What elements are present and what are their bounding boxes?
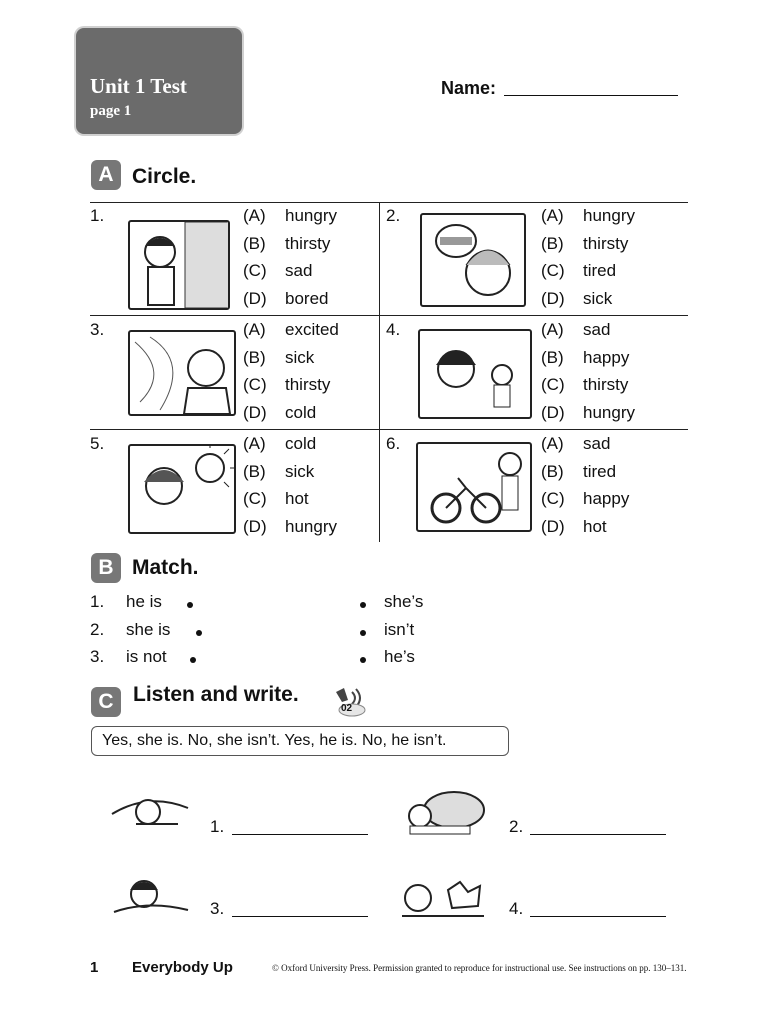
question-number: 3.: [90, 320, 105, 339]
option-letter: (A): [541, 320, 564, 339]
listen-picture-1: [108, 786, 192, 834]
option-row[interactable]: [243, 316, 339, 344]
option-text: sick: [583, 288, 613, 308]
option-letter: (B): [541, 461, 564, 481]
option-row[interactable]: [541, 430, 629, 458]
option-letter: (B): [243, 461, 266, 481]
answer-line-3[interactable]: [232, 916, 368, 917]
option-letter: (D): [243, 402, 267, 422]
option-text: hot: [285, 489, 309, 508]
match-dot[interactable]: [360, 630, 366, 636]
option-text: happy: [583, 347, 630, 367]
option-letter: (A): [541, 434, 564, 453]
option-text: cold: [285, 402, 317, 422]
question-3-picture: [128, 330, 236, 416]
option-row[interactable]: [243, 513, 337, 541]
option-row[interactable]: [541, 485, 629, 513]
name-label: Name:: [441, 78, 497, 98]
match-left-text: he is: [126, 592, 162, 611]
question-number: 6.: [386, 434, 401, 453]
girl-illustration: [108, 874, 194, 920]
option-text: tired: [583, 461, 617, 481]
page-label: page 1: [90, 103, 132, 119]
match-right-text: he’s: [384, 647, 415, 666]
match-right-text: she’s: [384, 592, 424, 611]
match-left-text: is not: [126, 647, 167, 666]
word-bank: [91, 726, 509, 756]
match-left-number: 2.: [90, 620, 105, 639]
tired-child-bicycle-illustration: [418, 444, 530, 530]
name-field[interactable]: [504, 95, 678, 96]
match-dot[interactable]: [360, 602, 366, 608]
option-letter: (D): [541, 402, 565, 422]
option-text: cold: [285, 434, 317, 453]
option-text: sick: [285, 347, 315, 367]
option-letter: (C): [243, 375, 267, 394]
option-row[interactable]: [541, 285, 635, 313]
option-row[interactable]: [541, 202, 635, 230]
section-c-badge: C: [91, 687, 121, 717]
option-row[interactable]: [541, 458, 629, 486]
option-letter: (C): [541, 375, 565, 394]
option-letter: (B): [541, 347, 564, 367]
option-row[interactable]: [243, 230, 337, 258]
option-row[interactable]: [243, 344, 339, 372]
option-letter: (B): [243, 347, 266, 367]
question-3-options: [243, 316, 339, 426]
listen-picture-2: [398, 788, 490, 838]
option-letter: (C): [243, 489, 267, 508]
section-c-title: Listen and write.: [133, 683, 299, 706]
option-row[interactable]: [541, 257, 635, 285]
option-text: sad: [583, 320, 611, 339]
match-left-text: she is: [126, 620, 171, 639]
write-item-number: 1.: [210, 817, 225, 836]
option-letter: (D): [243, 288, 267, 308]
match-left-number: 3.: [90, 647, 105, 666]
option-row[interactable]: [243, 257, 337, 285]
option-row[interactable]: [243, 285, 337, 313]
option-row[interactable]: [243, 485, 337, 513]
option-text: tired: [583, 261, 617, 280]
question-2-options: [541, 202, 635, 312]
section-b-title: Match.: [132, 556, 199, 579]
option-row[interactable]: [541, 230, 635, 258]
page-number: 1: [90, 959, 99, 976]
word-bank-text: Yes, she is. No, she isn’t. Yes, he is. No, he isn’t.: [102, 732, 447, 749]
option-row[interactable]: [541, 399, 635, 427]
child-on-sofa-illustration: [398, 788, 490, 838]
sad-child-illustration: [420, 331, 530, 417]
listen-picture-4: [398, 876, 488, 922]
question-number: 1.: [90, 206, 105, 225]
option-row[interactable]: [541, 371, 635, 399]
question-6-options: [541, 430, 629, 540]
option-text: thirsty: [583, 375, 629, 394]
track-number: 02: [341, 703, 353, 714]
option-text: sad: [583, 434, 611, 453]
question-5-options: [243, 430, 337, 540]
option-letter: (D): [243, 516, 267, 536]
question-4-options: [541, 316, 635, 426]
listen-picture-3: [108, 874, 194, 920]
option-text: thirsty: [285, 233, 331, 253]
option-letter: (A): [243, 206, 266, 225]
option-row[interactable]: [243, 458, 337, 486]
answer-line-2[interactable]: [530, 834, 666, 835]
unit-title: Unit 1 Test: [90, 74, 187, 98]
question-1-picture: [128, 220, 230, 310]
option-text: hungry: [583, 206, 635, 225]
option-letter: (D): [541, 516, 565, 536]
hot-child-illustration: [130, 446, 234, 532]
option-letter: (B): [541, 233, 564, 253]
question-number: 2.: [386, 206, 401, 225]
option-text: excited: [285, 320, 339, 339]
option-text: sad: [285, 261, 313, 280]
option-letter: (C): [243, 261, 267, 280]
grid-column-divider: [379, 202, 380, 542]
bored-child-illustration: [130, 222, 228, 308]
option-text: thirsty: [285, 375, 331, 394]
question-1-options: [243, 202, 337, 312]
option-row[interactable]: [243, 430, 337, 458]
question-number: 5.: [90, 434, 105, 453]
section-a-badge: A: [91, 160, 121, 190]
option-letter: (C): [541, 261, 565, 280]
option-letter: (A): [243, 434, 266, 453]
write-item-number: 3.: [210, 899, 225, 918]
child-in-bed-illustration: [108, 786, 192, 834]
option-letter: (D): [541, 288, 565, 308]
match-dot[interactable]: [196, 630, 202, 636]
answer-line-4[interactable]: [530, 916, 666, 917]
option-text: hot: [583, 516, 607, 536]
option-text: hungry: [583, 402, 635, 422]
match-right-text: isn’t: [384, 620, 415, 639]
match-dot[interactable]: [190, 657, 196, 663]
option-text: hungry: [285, 516, 337, 536]
match-left-number: 1.: [90, 592, 105, 611]
section-b-badge: B: [91, 553, 121, 583]
copyright-notice: © Oxford University Press. Permission granted to reproduce for instructional use. See instructions on pp. 130–131.: [272, 963, 687, 973]
hungry-child-illustration: [422, 215, 524, 305]
option-row[interactable]: [243, 371, 339, 399]
option-text: sick: [285, 461, 315, 481]
option-row[interactable]: [243, 202, 337, 230]
match-dot[interactable]: [360, 657, 366, 663]
option-text: thirsty: [583, 233, 629, 253]
write-item-number: 2.: [509, 817, 524, 836]
option-row[interactable]: [541, 344, 635, 372]
option-letter: (C): [541, 489, 565, 508]
section-a-title: Circle.: [132, 165, 197, 188]
match-dot[interactable]: [187, 602, 193, 608]
option-text: happy: [583, 489, 630, 508]
question-6-picture: [416, 442, 532, 532]
option-row[interactable]: [541, 316, 635, 344]
question-4-picture: [418, 329, 532, 419]
option-letter: (A): [541, 206, 564, 225]
option-letter: (B): [243, 233, 266, 253]
boy-with-dog-illustration: [398, 876, 488, 922]
option-text: hungry: [285, 206, 337, 225]
question-5-picture: [128, 444, 236, 534]
cold-child-illustration: [130, 332, 234, 414]
question-number: 4.: [386, 320, 401, 339]
write-item-number: 4.: [509, 899, 524, 918]
book-title: Everybody Up: [132, 959, 233, 976]
answer-line-1[interactable]: [232, 834, 368, 835]
option-row[interactable]: [243, 399, 339, 427]
option-text: bored: [285, 288, 329, 308]
option-row[interactable]: [541, 513, 629, 541]
question-2-picture: [420, 213, 526, 307]
option-letter: (A): [243, 320, 266, 339]
